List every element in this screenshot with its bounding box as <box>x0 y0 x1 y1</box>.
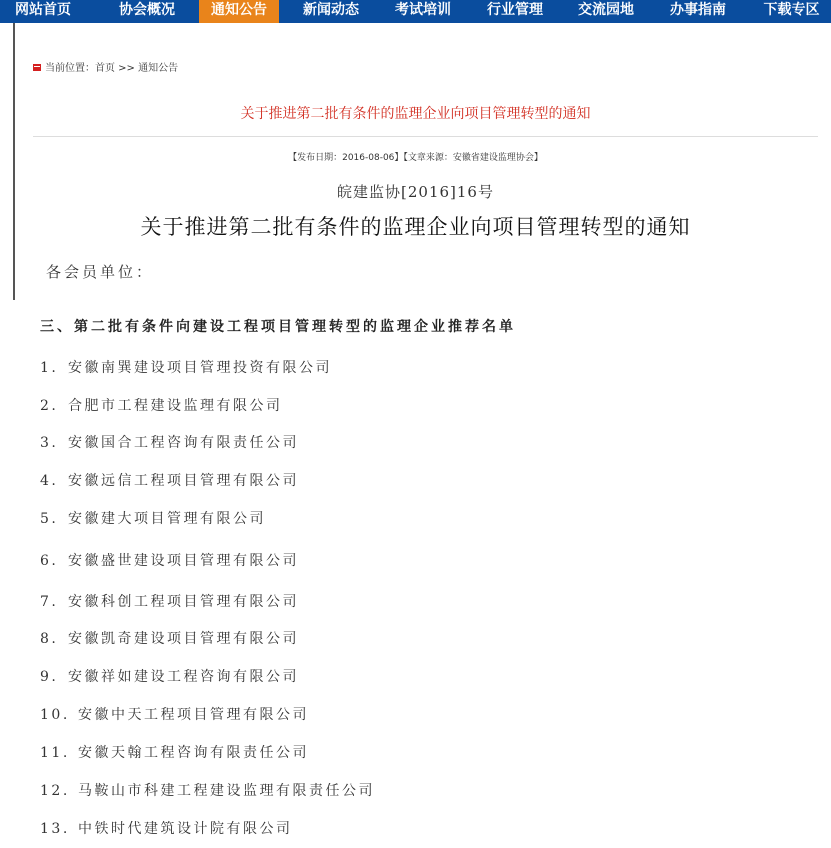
notice-title: 关于推进第二批有条件的监理企业向项目管理转型的通知 <box>240 106 591 122</box>
list-item <box>40 742 309 762</box>
list-item-number: 4. <box>40 473 59 489</box>
list-item <box>40 508 266 528</box>
list-item-number: 5. <box>40 511 59 527</box>
list-item-name: 安徽南巽建设项目管理投资有限公司 <box>68 360 332 376</box>
list-item-name: 安徽中天工程项目管理有限公司 <box>78 707 309 723</box>
list-item-number: 3. <box>40 435 59 451</box>
document-number: 皖建监协[2016]16号 <box>337 183 494 201</box>
list-item-number: 11. <box>40 745 70 761</box>
list-item-name: 合肥市工程建设监理有限公司 <box>68 398 283 414</box>
list-item <box>40 666 299 686</box>
list-item <box>40 591 299 611</box>
list-item-name: 安徽盛世建设项目管理有限公司 <box>68 553 299 569</box>
list-item-name: 安徽科创工程项目管理有限公司 <box>68 594 299 610</box>
list-item <box>40 357 332 377</box>
list-item-number: 2. <box>40 398 59 414</box>
list-item <box>40 780 375 800</box>
list-item-name: 马鞍山市科建工程建设监理有限责任公司 <box>78 783 375 799</box>
title-divider <box>33 136 818 137</box>
nav-item-industry[interactable]: 行业管理 <box>487 2 543 18</box>
list-item-name: 中铁时代建筑设计院有限公司 <box>78 821 293 837</box>
nav-item-notices[interactable]: 通知公告 <box>199 0 279 23</box>
list-item-number: 10. <box>40 707 70 723</box>
list-item <box>40 432 299 452</box>
list-item <box>40 818 293 838</box>
nav-item-news[interactable]: 新闻动态 <box>303 2 359 18</box>
nav-item-about[interactable]: 协会概况 <box>119 2 175 18</box>
list-item-number: 8. <box>40 631 59 647</box>
breadcrumb-prefix: 当前位置： <box>45 63 95 74</box>
nav-item-guide[interactable]: 办事指南 <box>670 2 726 18</box>
list-item <box>40 395 283 415</box>
article-meta: 【发布日期：2016-08-06】【文章来源：安徽省建设监理协会】 <box>288 153 543 163</box>
list-item-name: 安徽国合工程咨询有限责任公司 <box>68 435 299 451</box>
list-item-number: 9. <box>40 669 59 685</box>
list-item-name: 安徽祥如建设工程咨询有限公司 <box>68 669 299 685</box>
nav-item-forum[interactable]: 交流园地 <box>578 2 634 18</box>
nav-item-home[interactable]: 网站首页 <box>15 2 71 18</box>
breadcrumb-separator: >> <box>115 63 139 74</box>
location-icon <box>33 64 41 71</box>
list-item-number: 6. <box>40 553 59 569</box>
list-item-name: 安徽建大项目管理有限公司 <box>68 511 266 527</box>
document-heading: 关于推进第二批有条件的监理企业向项目管理转型的通知 <box>140 215 691 239</box>
top-nav-bar <box>0 0 831 23</box>
salutation: 各会员单位： <box>46 263 155 281</box>
breadcrumb-current[interactable]: 通知公告 <box>138 63 179 74</box>
list-item-name: 安徽天翰工程咨询有限责任公司 <box>78 745 309 761</box>
list-item <box>40 550 299 570</box>
list-item-number: 7. <box>40 594 59 610</box>
list-item <box>40 628 299 648</box>
section-title: 三、第二批有条件向建设工程项目管理转型的监理企业推荐名单 <box>40 319 516 335</box>
list-item-number: 12. <box>40 783 70 799</box>
list-item <box>40 470 299 490</box>
list-item-number: 13. <box>40 821 70 837</box>
breadcrumb-home-link[interactable]: 首页 <box>95 63 115 74</box>
list-item-name: 安徽远信工程项目管理有限公司 <box>68 473 299 489</box>
list-item-name: 安徽凯奇建设项目管理有限公司 <box>68 631 299 647</box>
list-item-number: 1. <box>40 360 59 376</box>
nav-item-exams[interactable]: 考试培训 <box>395 2 451 18</box>
breadcrumb <box>33 59 178 74</box>
list-item <box>40 704 309 724</box>
nav-item-downloads[interactable]: 下载专区 <box>763 2 820 18</box>
